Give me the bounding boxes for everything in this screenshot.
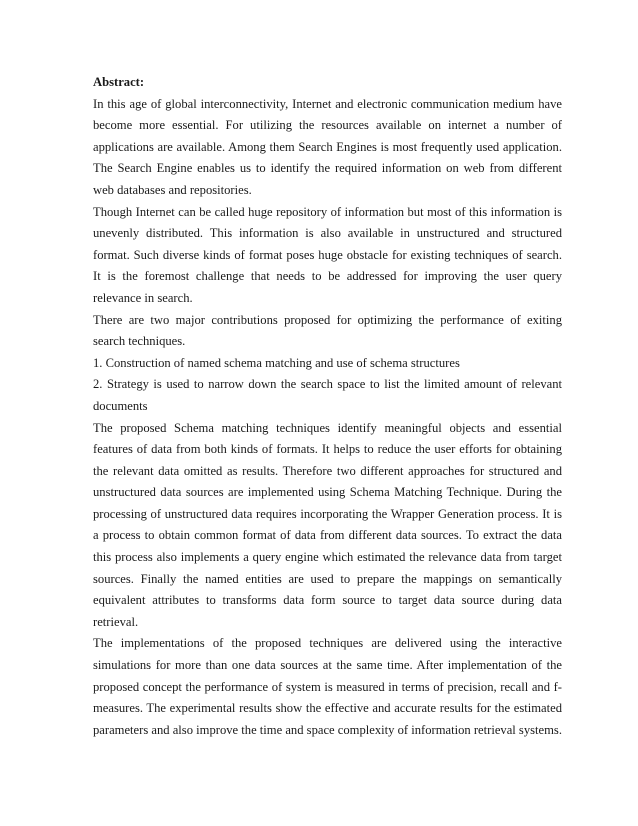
paragraph-contributions: There are two major contributions proposed for optimizing the performance of exiting search techniques. [93,312,562,349]
paragraph-distribution: Though Internet can be called huge repository of information but most of this information is unevenly distributed. This information is also available in unstructured and structured format. Such diverse kinds of format poses huge obstacle for existing techniques of search. It is the foremost challenge that needs to be addressed for improving the user query relevance in search. [93,204,562,305]
contribution-item-2: 2. Strategy is used to narrow down the search space to list the limited amount of relevant documents [93,377,562,413]
contribution-item-1: 1. Construction of named schema matching and use of schema structures [93,355,460,370]
paragraph-implementation: The implementations of the proposed techniques are delivered using the interactive simulations for more than one data sources at the same time. After implementation of the proposed concept the performance of system is measured in terms of precision, recall and f-measures. The experimental results show the effective and accurate results for the estimated parameters and also improve the time and space complexity of information retrieval systems. [93,636,562,737]
paragraph-schema-matching: The proposed Schema matching techniques identify meaningful objects and essential features of data from both kinds of formats. It helps to reduce the user efforts for obtaining the relevant data omitted as results. Therefore two different approaches for structured and unstructured data sources are implemented using Schema Matching Technique. During the processing of unstructured data requires incorporating the Wrapper Generation process. It is a process to obtain common format of data from different data sources. To extract the data this process also implements a query engine which estimated the relevance data from target sources. Finally the named entities are used to prepare the mappings on semantically equivalent attributes to transforms data form source to target data source during data retrieval. [93,420,562,629]
abstract-heading: Abstract: [93,75,145,89]
abstract-section [93,72,562,741]
paragraph-intro: In this age of global interconnectivity, Internet and electronic communication medium have become more essential. For utilizing the resources available on internet a number of applications are available. Among them Search Engines is most frequently used application. The Search Engine enables us to identify the required information on web from different web databases and repositories. [93,96,562,197]
